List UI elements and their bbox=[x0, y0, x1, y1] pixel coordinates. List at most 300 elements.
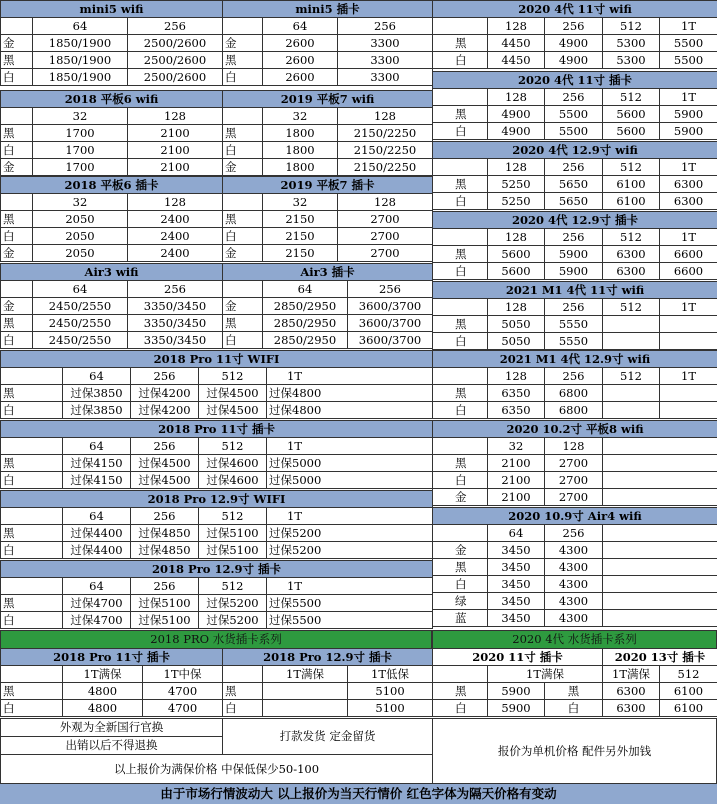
table-row bbox=[1, 125, 223, 142]
price-cell: 2700 bbox=[545, 489, 603, 506]
color-cell: 黑 bbox=[433, 385, 488, 402]
price-cell: 6300 bbox=[603, 683, 660, 700]
price-cell: 4800 bbox=[63, 683, 143, 700]
table-row bbox=[433, 263, 717, 280]
price-cell: 2700 bbox=[545, 455, 603, 472]
table-row bbox=[223, 142, 433, 159]
color-cell: 白 bbox=[1, 142, 33, 159]
table-title: 2021 M1 4代 12.9寸 wifi bbox=[433, 351, 717, 368]
price-cell: 3300 bbox=[338, 69, 433, 86]
mini5-wifi-table bbox=[0, 0, 223, 86]
color-cell: 金 bbox=[223, 159, 263, 176]
price-cell: 5900 bbox=[660, 106, 717, 123]
table-row bbox=[223, 332, 433, 349]
color-cell: 黑 bbox=[433, 246, 488, 263]
color-cell: 白 bbox=[433, 333, 488, 350]
color-cell: 白 bbox=[433, 402, 488, 419]
price-cell: 1850/1900 bbox=[33, 69, 128, 86]
col-header: 1T满保 bbox=[263, 666, 348, 683]
table-row bbox=[433, 176, 717, 193]
price-cell: 2850/2950 bbox=[263, 315, 348, 332]
col-header: 256 bbox=[545, 229, 603, 246]
col-header: 64 bbox=[63, 508, 131, 525]
table-title: 2020 4代 12.9寸 插卡 bbox=[433, 212, 717, 229]
price-cell: 过保4500 bbox=[199, 385, 267, 402]
col-header: 64 bbox=[263, 281, 348, 298]
price-cell: 过保4700 bbox=[63, 595, 131, 612]
color-cell: 白 bbox=[433, 193, 488, 210]
note-text: 出销以后不得退换 bbox=[1, 737, 223, 755]
price-cell: 过保4600 bbox=[199, 455, 267, 472]
col-header: 512 bbox=[199, 368, 267, 385]
price-cell: 4300 bbox=[545, 542, 603, 559]
price-cell: 2150 bbox=[263, 228, 338, 245]
table-row bbox=[1, 595, 433, 612]
color-cell: 白 bbox=[1, 402, 63, 419]
price-cell: 4900 bbox=[545, 35, 603, 52]
price-cell: 5250 bbox=[488, 176, 545, 193]
price-cell: 过保5100 bbox=[199, 525, 267, 542]
col-header: 256 bbox=[545, 159, 603, 176]
price-cell: 5650 bbox=[545, 193, 603, 210]
price-cell: 5900 bbox=[545, 246, 603, 263]
table-title: mini5 插卡 bbox=[223, 1, 433, 18]
price-cell: 过保5200 bbox=[267, 542, 433, 559]
price-cell: 4300 bbox=[545, 559, 603, 576]
water-right-table bbox=[432, 648, 717, 717]
price-cell: 过保4500 bbox=[131, 455, 199, 472]
price-cell: 过保4500 bbox=[131, 472, 199, 489]
price-cell: 6600 bbox=[660, 263, 717, 280]
col-header: 1T满保 bbox=[63, 666, 143, 683]
color-cell: 黑 bbox=[433, 35, 488, 52]
color-cell: 金 bbox=[1, 159, 33, 176]
col-header: 1T bbox=[660, 229, 717, 246]
table-row bbox=[1, 69, 223, 86]
price-cell: 2850/2950 bbox=[263, 332, 348, 349]
price-cell: 过保4150 bbox=[63, 455, 131, 472]
price-cell: 2700 bbox=[338, 228, 433, 245]
table-title: 2020 13寸 插卡 bbox=[603, 649, 717, 666]
table-row bbox=[1, 35, 223, 52]
price-cell: 3350/3450 bbox=[128, 298, 223, 315]
price-cell: 2150/2250 bbox=[338, 125, 433, 142]
color-cell: 白 bbox=[1, 69, 33, 86]
col-header: 512 bbox=[199, 508, 267, 525]
price-cell: 5900 bbox=[660, 123, 717, 140]
table-row bbox=[433, 489, 717, 506]
pro11-wifi-table bbox=[0, 350, 433, 419]
price-cell bbox=[263, 683, 348, 700]
color-cell: 白 bbox=[545, 700, 603, 717]
table-row bbox=[1, 159, 223, 176]
price-cell: 过保5500 bbox=[267, 595, 433, 612]
price-cell: 2100 bbox=[488, 455, 545, 472]
air3-wifi-table bbox=[0, 263, 223, 349]
price-cell: 2050 bbox=[33, 245, 128, 262]
table-title: 2018 Pro 12.9寸 插卡 bbox=[1, 561, 433, 578]
price-cell: 3300 bbox=[338, 52, 433, 69]
price-cell: 2150/2250 bbox=[338, 142, 433, 159]
table-row bbox=[433, 333, 717, 350]
col-header: 128 bbox=[128, 108, 223, 125]
price-cell: 4900 bbox=[488, 106, 545, 123]
table-row bbox=[1, 455, 433, 472]
section-title: 2020 4代 水货插卡系列 bbox=[433, 631, 717, 649]
col-header: 32 bbox=[33, 194, 128, 211]
table-row bbox=[223, 69, 433, 86]
pro11-card-table bbox=[0, 420, 433, 489]
price-cell: 6100 bbox=[660, 683, 717, 700]
table-title: 2018 平板6 wifi bbox=[1, 91, 223, 108]
col-header: 1T中保 bbox=[143, 666, 223, 683]
price-cell bbox=[603, 385, 660, 402]
price-cell: 2700 bbox=[545, 472, 603, 489]
color-cell: 白 bbox=[1, 332, 33, 349]
table-row bbox=[1, 385, 433, 402]
price-cell bbox=[263, 700, 348, 717]
table-row bbox=[433, 683, 717, 700]
col-header: 32 bbox=[263, 108, 338, 125]
table-row bbox=[433, 402, 717, 419]
price-cell: 1850/1900 bbox=[33, 35, 128, 52]
pad6-wifi-table bbox=[0, 90, 223, 176]
col-header: 128 bbox=[545, 438, 603, 455]
price-cell bbox=[603, 316, 660, 333]
notes-right bbox=[432, 718, 717, 784]
col-header: 256 bbox=[131, 578, 199, 595]
color-cell: 金 bbox=[433, 542, 488, 559]
table-row bbox=[1, 245, 223, 262]
color-cell: 白 bbox=[1, 228, 33, 245]
price-cell bbox=[660, 316, 717, 333]
water-pro11-table bbox=[0, 648, 223, 717]
price-cell: 2150 bbox=[263, 245, 338, 262]
price-cell: 2450/2550 bbox=[33, 315, 128, 332]
table-row bbox=[433, 700, 717, 717]
col-header: 1T bbox=[660, 299, 717, 316]
table-row bbox=[433, 52, 717, 69]
col-header: 512 bbox=[603, 299, 660, 316]
price-cell: 5250 bbox=[488, 193, 545, 210]
table-row bbox=[433, 385, 717, 402]
color-cell: 黑 bbox=[1, 525, 63, 542]
col-header: 256 bbox=[128, 281, 223, 298]
price-cell bbox=[660, 333, 717, 350]
color-cell: 黑 bbox=[1, 455, 63, 472]
price-cell: 2400 bbox=[128, 245, 223, 262]
price-cell: 6300 bbox=[603, 263, 660, 280]
table-title: 2018 Pro 11寸 WIFI bbox=[1, 351, 433, 368]
r2020-11-wifi-table bbox=[432, 0, 717, 69]
col-header: 64 bbox=[63, 368, 131, 385]
price-cell: 2700 bbox=[338, 245, 433, 262]
note-text: 报价为单机价格 配件另外加钱 bbox=[433, 719, 717, 784]
color-cell: 白 bbox=[1, 472, 63, 489]
table-row bbox=[1, 683, 223, 700]
table-row bbox=[223, 245, 433, 262]
color-cell: 金 bbox=[433, 489, 488, 506]
bottom-notice: 由于市场行情波动大 以上报价为当天行情价 红色字体为隔天价格有变动 bbox=[0, 784, 717, 804]
col-header: 64 bbox=[63, 578, 131, 595]
right-section-banner bbox=[432, 630, 717, 649]
table-row bbox=[433, 593, 717, 610]
price-cell: 5050 bbox=[488, 316, 545, 333]
col-header: 128 bbox=[128, 194, 223, 211]
price-cell: 2100 bbox=[128, 159, 223, 176]
table-row bbox=[1, 472, 433, 489]
col-header: 256 bbox=[545, 368, 603, 385]
note-text: 外观为全新国行官换 bbox=[1, 719, 223, 737]
price-cell: 过保4800 bbox=[267, 402, 433, 419]
col-header: 128 bbox=[488, 299, 545, 316]
price-cell bbox=[603, 333, 660, 350]
color-cell: 蓝 bbox=[433, 610, 488, 627]
price-cell: 6300 bbox=[660, 176, 717, 193]
table-row bbox=[1, 228, 223, 245]
notes-left bbox=[0, 718, 433, 784]
price-cell: 4300 bbox=[545, 593, 603, 610]
price-cell: 2050 bbox=[33, 228, 128, 245]
price-cell: 3450 bbox=[488, 542, 545, 559]
table-title: 2020 10.9寸 Air4 wifi bbox=[433, 508, 717, 525]
col-header: 32 bbox=[263, 194, 338, 211]
color-cell: 白 bbox=[433, 52, 488, 69]
r2020-11-card-table bbox=[432, 71, 717, 140]
price-cell: 4900 bbox=[545, 52, 603, 69]
price-cell: 1700 bbox=[33, 142, 128, 159]
price-cell: 过保4700 bbox=[63, 612, 131, 629]
price-cell: 1700 bbox=[33, 125, 128, 142]
table-title: 2018 Pro 12.9寸 插卡 bbox=[223, 649, 433, 666]
price-cell: 过保5500 bbox=[267, 612, 433, 629]
col-header: 1T满保 bbox=[488, 666, 603, 683]
col-header: 1T bbox=[267, 578, 433, 595]
col-header: 512 bbox=[603, 18, 660, 35]
col-header: 32 bbox=[33, 108, 128, 125]
table-row bbox=[1, 142, 223, 159]
col-header: 256 bbox=[131, 368, 199, 385]
price-cell: 过保5000 bbox=[267, 472, 433, 489]
color-cell: 黑 bbox=[223, 125, 263, 142]
price-cell: 5300 bbox=[603, 52, 660, 69]
price-cell: 6300 bbox=[603, 700, 660, 717]
price-cell: 5500 bbox=[660, 52, 717, 69]
col-header: 256 bbox=[545, 525, 603, 542]
color-cell: 白 bbox=[433, 123, 488, 140]
table-row bbox=[223, 298, 433, 315]
r-pad8-wifi-table bbox=[432, 420, 717, 506]
price-cell: 5500 bbox=[545, 106, 603, 123]
col-header: 256 bbox=[348, 281, 433, 298]
color-cell: 黑 bbox=[1, 315, 33, 332]
col-header: 512 bbox=[603, 89, 660, 106]
col-header: 32 bbox=[488, 438, 545, 455]
table-row bbox=[1, 52, 223, 69]
table-title: 2019 平板7 插卡 bbox=[223, 177, 433, 194]
color-cell: 白 bbox=[223, 69, 263, 86]
r2021-11-wifi-table bbox=[432, 281, 717, 350]
col-header: 512 bbox=[603, 159, 660, 176]
price-cell: 6800 bbox=[545, 402, 603, 419]
price-cell: 6100 bbox=[603, 193, 660, 210]
price-cell: 5050 bbox=[488, 333, 545, 350]
price-cell: 5650 bbox=[545, 176, 603, 193]
table-row bbox=[1, 612, 433, 629]
price-cell: 过保4200 bbox=[131, 402, 199, 419]
pad6-card-table bbox=[0, 176, 223, 262]
color-cell: 金 bbox=[1, 298, 33, 315]
table-title: mini5 wifi bbox=[1, 1, 223, 18]
color-cell: 黑 bbox=[1, 683, 63, 700]
price-cell: 1800 bbox=[263, 159, 338, 176]
price-cell: 过保5200 bbox=[199, 595, 267, 612]
price-cell: 过保3850 bbox=[63, 385, 131, 402]
col-header: 1T bbox=[660, 368, 717, 385]
price-cell: 5550 bbox=[545, 333, 603, 350]
table-row bbox=[1, 542, 433, 559]
r2020-129-card-table bbox=[432, 211, 717, 280]
table-row bbox=[1, 525, 433, 542]
table-row bbox=[223, 125, 433, 142]
price-cell: 4900 bbox=[488, 123, 545, 140]
r2021-129-wifi-table bbox=[432, 350, 717, 419]
table-row bbox=[223, 211, 433, 228]
price-cell: 3450 bbox=[488, 559, 545, 576]
col-header: 1T bbox=[267, 508, 433, 525]
price-cell: 6300 bbox=[660, 193, 717, 210]
price-cell: 5100 bbox=[348, 683, 433, 700]
price-cell: 2450/2550 bbox=[33, 298, 128, 315]
color-cell: 金 bbox=[1, 35, 33, 52]
price-cell: 过保5200 bbox=[267, 525, 433, 542]
color-cell: 黑 bbox=[433, 106, 488, 123]
table-row bbox=[223, 35, 433, 52]
color-cell: 黑 bbox=[1, 52, 33, 69]
price-cell: 过保5100 bbox=[199, 542, 267, 559]
pad7-card-table bbox=[222, 176, 433, 262]
table-title: 2020 11寸 插卡 bbox=[433, 649, 603, 666]
table-title: 2020 4代 11寸 wifi bbox=[433, 1, 717, 18]
table-row bbox=[433, 246, 717, 263]
col-header: 128 bbox=[488, 18, 545, 35]
table-title: Air3 wifi bbox=[1, 264, 223, 281]
pad7-wifi-table bbox=[222, 90, 433, 176]
color-cell: 白 bbox=[433, 576, 488, 593]
col-header: 1T bbox=[267, 368, 433, 385]
price-cell: 6350 bbox=[488, 385, 545, 402]
col-header: 1T bbox=[660, 159, 717, 176]
price-cell: 过保4200 bbox=[131, 385, 199, 402]
table-title: 2021 M1 4代 11寸 wifi bbox=[433, 282, 717, 299]
price-cell: 5900 bbox=[488, 700, 545, 717]
price-cell: 3300 bbox=[338, 35, 433, 52]
table-row bbox=[433, 576, 717, 593]
price-cell: 4450 bbox=[488, 35, 545, 52]
color-cell: 黑 bbox=[433, 559, 488, 576]
color-cell: 黑 bbox=[223, 315, 263, 332]
col-header: 256 bbox=[545, 299, 603, 316]
table-row bbox=[433, 472, 717, 489]
col-header: 1T低保 bbox=[348, 666, 433, 683]
table-title: 2018 平板6 插卡 bbox=[1, 177, 223, 194]
price-cell: 3600/3700 bbox=[348, 332, 433, 349]
price-cell: 4450 bbox=[488, 52, 545, 69]
price-cell: 3450 bbox=[488, 610, 545, 627]
color-cell: 白 bbox=[223, 700, 263, 717]
color-cell: 白 bbox=[1, 542, 63, 559]
r2020-129-wifi-table bbox=[432, 141, 717, 210]
price-cell: 5600 bbox=[603, 123, 660, 140]
color-cell: 黑 bbox=[1, 385, 63, 402]
col-header: 64 bbox=[488, 525, 545, 542]
price-cell: 过保4800 bbox=[267, 385, 433, 402]
color-cell: 黑 bbox=[223, 683, 263, 700]
col-header: 128 bbox=[488, 229, 545, 246]
table-row bbox=[433, 193, 717, 210]
col-header: 128 bbox=[488, 159, 545, 176]
left-section-banner bbox=[0, 630, 432, 649]
pro129-card-table bbox=[0, 560, 433, 629]
table-row bbox=[1, 402, 433, 419]
price-cell: 2400 bbox=[128, 211, 223, 228]
col-header: 128 bbox=[338, 194, 433, 211]
table-title: 2020 10.2寸 平板8 wifi bbox=[433, 421, 717, 438]
table-row bbox=[223, 159, 433, 176]
col-header: 128 bbox=[338, 108, 433, 125]
price-cell: 3450 bbox=[488, 576, 545, 593]
table-row bbox=[433, 610, 717, 627]
price-cell: 5600 bbox=[603, 106, 660, 123]
price-cell: 6100 bbox=[660, 700, 717, 717]
table-title: 2020 4代 11寸 插卡 bbox=[433, 72, 717, 89]
table-row bbox=[1, 332, 223, 349]
col-header: 512 bbox=[660, 666, 717, 683]
table-row bbox=[1, 298, 223, 315]
price-cell: 过保5100 bbox=[131, 595, 199, 612]
price-cell: 2100 bbox=[488, 472, 545, 489]
price-cell: 2100 bbox=[488, 489, 545, 506]
price-cell: 3450 bbox=[488, 593, 545, 610]
color-cell: 金 bbox=[223, 298, 263, 315]
color-cell: 黑 bbox=[433, 455, 488, 472]
price-cell bbox=[603, 402, 660, 419]
price-cell: 2150/2250 bbox=[338, 159, 433, 176]
table-row bbox=[433, 455, 717, 472]
price-cell: 2600 bbox=[263, 69, 338, 86]
color-cell: 黑 bbox=[433, 683, 488, 700]
table-title: 2018 Pro 11寸 插卡 bbox=[1, 421, 433, 438]
table-row bbox=[223, 700, 433, 717]
col-header: 1T bbox=[660, 89, 717, 106]
color-cell: 黑 bbox=[223, 52, 263, 69]
col-header: 64 bbox=[33, 18, 128, 35]
price-cell: 6800 bbox=[545, 385, 603, 402]
table-title: 2020 4代 12.9寸 wifi bbox=[433, 142, 717, 159]
table-row bbox=[1, 700, 223, 717]
section-title: 2018 PRO 水货插卡系列 bbox=[1, 631, 432, 649]
table-title: 2018 Pro 11寸 插卡 bbox=[1, 649, 223, 666]
color-cell: 白 bbox=[1, 700, 63, 717]
price-cell bbox=[660, 402, 717, 419]
price-cell: 2700 bbox=[338, 211, 433, 228]
color-cell: 白 bbox=[1, 612, 63, 629]
price-cell: 6100 bbox=[603, 176, 660, 193]
price-cell: 3350/3450 bbox=[128, 315, 223, 332]
price-cell: 2150 bbox=[263, 211, 338, 228]
price-cell: 3600/3700 bbox=[348, 298, 433, 315]
price-cell: 2600 bbox=[263, 35, 338, 52]
